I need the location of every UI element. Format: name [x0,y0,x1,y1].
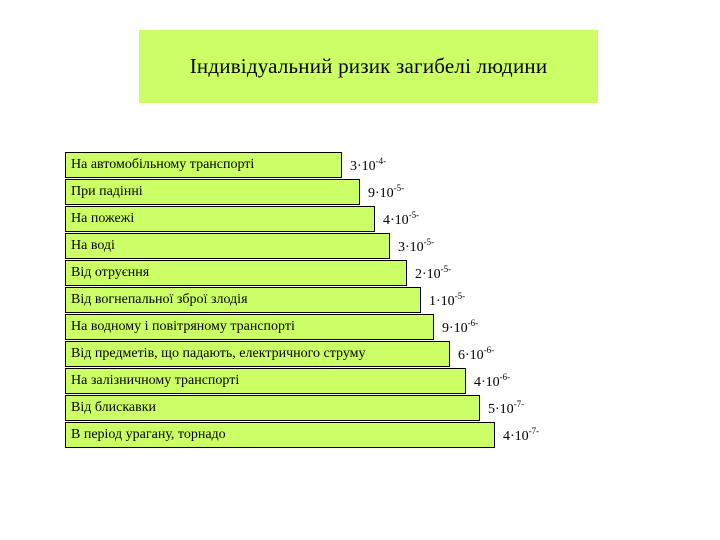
risk-value-exponent: -6- [483,345,495,355]
risk-value-mantissa: 1·10 [429,294,455,309]
title-banner [139,30,598,103]
page-title: Індивідуальний ризик загибелі людини [189,54,548,78]
risk-value [415,264,451,283]
risk-label: На воді [71,238,115,253]
risk-value [350,156,386,175]
risk-value-mantissa: 3·10 [398,240,424,255]
risk-value-exponent: -5- [408,210,420,220]
risk-value-exponent: -7- [513,399,525,409]
risk-value [383,210,419,229]
risk-value [368,183,404,202]
risk-value-exponent: -6- [499,372,511,382]
risk-value [458,345,494,364]
risk-label: На автомобільному транспорті [71,157,255,172]
risk-value-mantissa: 5·10 [488,402,514,417]
table-row [65,314,434,340]
risk-value-exponent: -6- [467,318,479,328]
table-row [65,395,480,421]
risk-value [429,291,465,310]
risk-value-mantissa: 4·10 [474,375,500,390]
risk-value-exponent: -5- [393,183,405,193]
table-row [65,260,407,286]
risk-label: Від отруєння [71,265,150,280]
risk-label: Від предметів, що падають, електричного струму [71,346,366,361]
risk-label: При падінні [71,184,143,199]
risk-value [503,426,539,445]
risk-value-mantissa: 9·10 [442,321,468,336]
risk-value-exponent: -5- [440,264,452,274]
risk-value-mantissa: 4·10 [503,429,529,444]
table-row [65,422,495,448]
risk-value-exponent: -5- [423,237,435,247]
risk-value [474,372,510,391]
table-row [65,152,342,178]
risk-label: Від вогнепальної зброї злодія [71,292,248,307]
risk-label: На пожежі [71,211,135,226]
risk-value-mantissa: 4·10 [383,213,409,228]
risk-label: Від блискавки [71,400,157,415]
risk-label: На водному і повітряному транспорті [71,319,295,334]
risk-value-mantissa: 6·10 [458,348,484,363]
risk-label: В період урагану, торнадо [71,427,226,442]
table-row [65,341,450,367]
table-row [65,287,421,313]
risk-value-mantissa: 2·10 [415,267,441,282]
risk-value-exponent: -5- [454,291,466,301]
table-row [65,233,390,259]
risk-value-exponent: -4- [375,156,387,166]
risk-value-mantissa: 3·10 [350,159,376,174]
risk-label: На залізничному транспорті [71,373,240,388]
table-row [65,368,466,394]
risk-value [442,318,478,337]
risk-value-exponent: -7- [528,426,540,436]
table-row [65,206,375,232]
table-row [65,179,360,205]
risk-value-mantissa: 9·10 [368,186,394,201]
risk-value [398,237,434,256]
risk-value [488,399,524,418]
